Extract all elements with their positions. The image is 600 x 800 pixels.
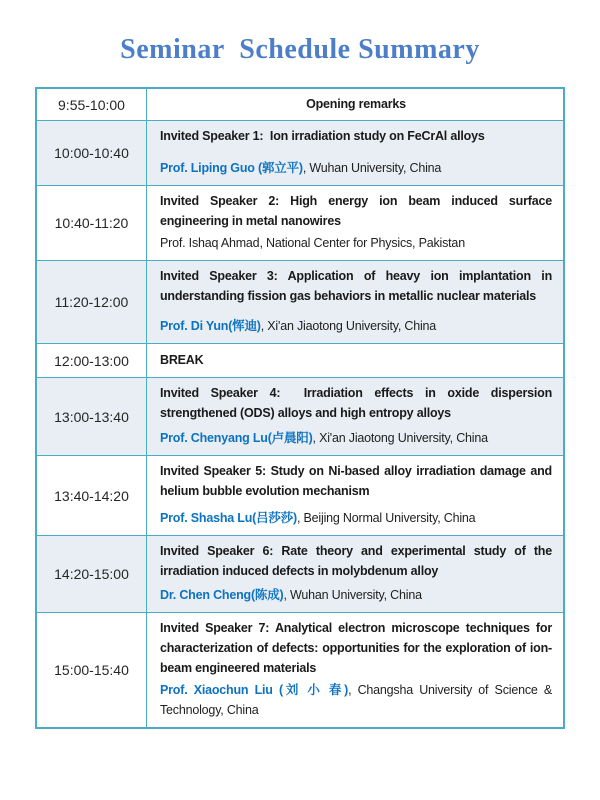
speaker-affiliation: , Xi'an Jiaotong University, China bbox=[260, 319, 437, 333]
speaker-line bbox=[160, 316, 552, 336]
speaker-line bbox=[160, 680, 552, 720]
time-cell bbox=[37, 378, 147, 455]
speaker-affiliation: , Wuhan University, China bbox=[302, 161, 442, 175]
time-label: 10:00-10:40 bbox=[54, 145, 129, 161]
session-title: Invited Speaker 4: Irradiation effects in oxide dispersion strengthened (ODS) alloys and high entropy alloys bbox=[160, 386, 556, 420]
speaker-affiliation: , Beijing Normal University, China bbox=[296, 511, 476, 525]
speaker-affiliation: , Xi'an Jiaotong University, China bbox=[312, 431, 488, 445]
time-label: 12:00-13:00 bbox=[54, 352, 129, 369]
speaker-name: Prof. Ishaq Ahmad bbox=[160, 236, 260, 250]
session-title: BREAK bbox=[160, 352, 204, 367]
session-cell bbox=[147, 186, 563, 260]
table-row bbox=[37, 261, 563, 344]
speaker-line bbox=[160, 233, 552, 253]
time-cell bbox=[37, 261, 147, 343]
session-title: Invited Speaker 3: Application of heavy ion implantation in understanding fission gas behaviors in metallic nuclear materials bbox=[160, 269, 556, 303]
table-row bbox=[37, 456, 563, 536]
session-cell bbox=[147, 121, 563, 185]
time-cell bbox=[37, 613, 147, 727]
time-cell bbox=[37, 121, 147, 185]
page-title: Seminar Schedule Summary bbox=[120, 34, 480, 65]
table-row bbox=[37, 378, 563, 456]
time-label: 14:20-15:00 bbox=[54, 566, 129, 582]
time-cell bbox=[37, 89, 147, 120]
session-cell bbox=[147, 456, 563, 535]
session-cell bbox=[147, 344, 563, 377]
table-row bbox=[37, 89, 563, 121]
speaker-affiliation: , National Center for Physics, Pakistan bbox=[259, 236, 465, 250]
speaker-affiliation: , Wuhan University, China bbox=[283, 588, 422, 602]
session-cell bbox=[147, 89, 563, 120]
time-label: 10:40-11:20 bbox=[54, 215, 129, 231]
table-row bbox=[37, 613, 563, 727]
speaker-line bbox=[160, 508, 552, 528]
speaker-line bbox=[160, 428, 552, 448]
speaker-name: Dr. Chen Cheng(陈成) bbox=[160, 588, 284, 602]
speaker-line bbox=[160, 158, 552, 178]
table-row bbox=[37, 344, 563, 378]
speaker-name: Prof. Di Yun(恽迪) bbox=[160, 319, 261, 333]
time-cell bbox=[37, 186, 147, 260]
speaker-name: Prof. Chenyang Lu(卢晨阳) bbox=[160, 431, 313, 445]
time-cell bbox=[37, 536, 147, 612]
time-label: 13:40-14:20 bbox=[54, 487, 129, 504]
speaker-affiliation: , Changsha University of Science & Technology, China bbox=[160, 683, 552, 717]
table-row bbox=[37, 186, 563, 261]
time-cell bbox=[37, 456, 147, 535]
session-title: Invited Speaker 1: Ion irradiation study on FeCrAl alloys bbox=[160, 129, 485, 143]
time-label: 13:00-13:40 bbox=[54, 408, 129, 425]
speaker-name: Prof. Shasha Lu(吕莎莎) bbox=[160, 511, 297, 525]
time-label: 9:55-10:00 bbox=[58, 96, 125, 113]
time-cell bbox=[37, 344, 147, 377]
table-row bbox=[37, 536, 563, 613]
speaker-name: Prof. Xiaochun Liu (刘 小 春) bbox=[160, 683, 349, 697]
session-title: Invited Speaker 2: High energy ion beam induced surface engineering in metal nanowires bbox=[160, 194, 556, 228]
session-title: Invited Speaker 6: Rate theory and experimental study of the irradiation induced defects in molybdenum alloy bbox=[160, 544, 556, 578]
speaker-name: Prof. Liping Guo (郭立平) bbox=[160, 161, 303, 175]
speaker-line bbox=[160, 585, 552, 605]
session-title: Invited Speaker 5: Study on Ni-based alloy irradiation damage and helium bubble evolution mechanism bbox=[160, 464, 556, 498]
session-cell bbox=[147, 613, 563, 727]
session-cell bbox=[147, 378, 563, 455]
session-cell bbox=[147, 536, 563, 612]
time-label: 15:00-15:40 bbox=[54, 662, 129, 678]
schedule-table bbox=[35, 87, 565, 729]
session-title: Opening remarks bbox=[306, 96, 406, 111]
session-title: Invited Speaker 7: Analytical electron microscope techniques for characterization of defects: opportunities for the exploration of ion-beam engineered materials bbox=[160, 621, 556, 675]
table-row bbox=[37, 121, 563, 186]
session-cell bbox=[147, 261, 563, 343]
time-label: 11:20-12:00 bbox=[54, 294, 129, 310]
